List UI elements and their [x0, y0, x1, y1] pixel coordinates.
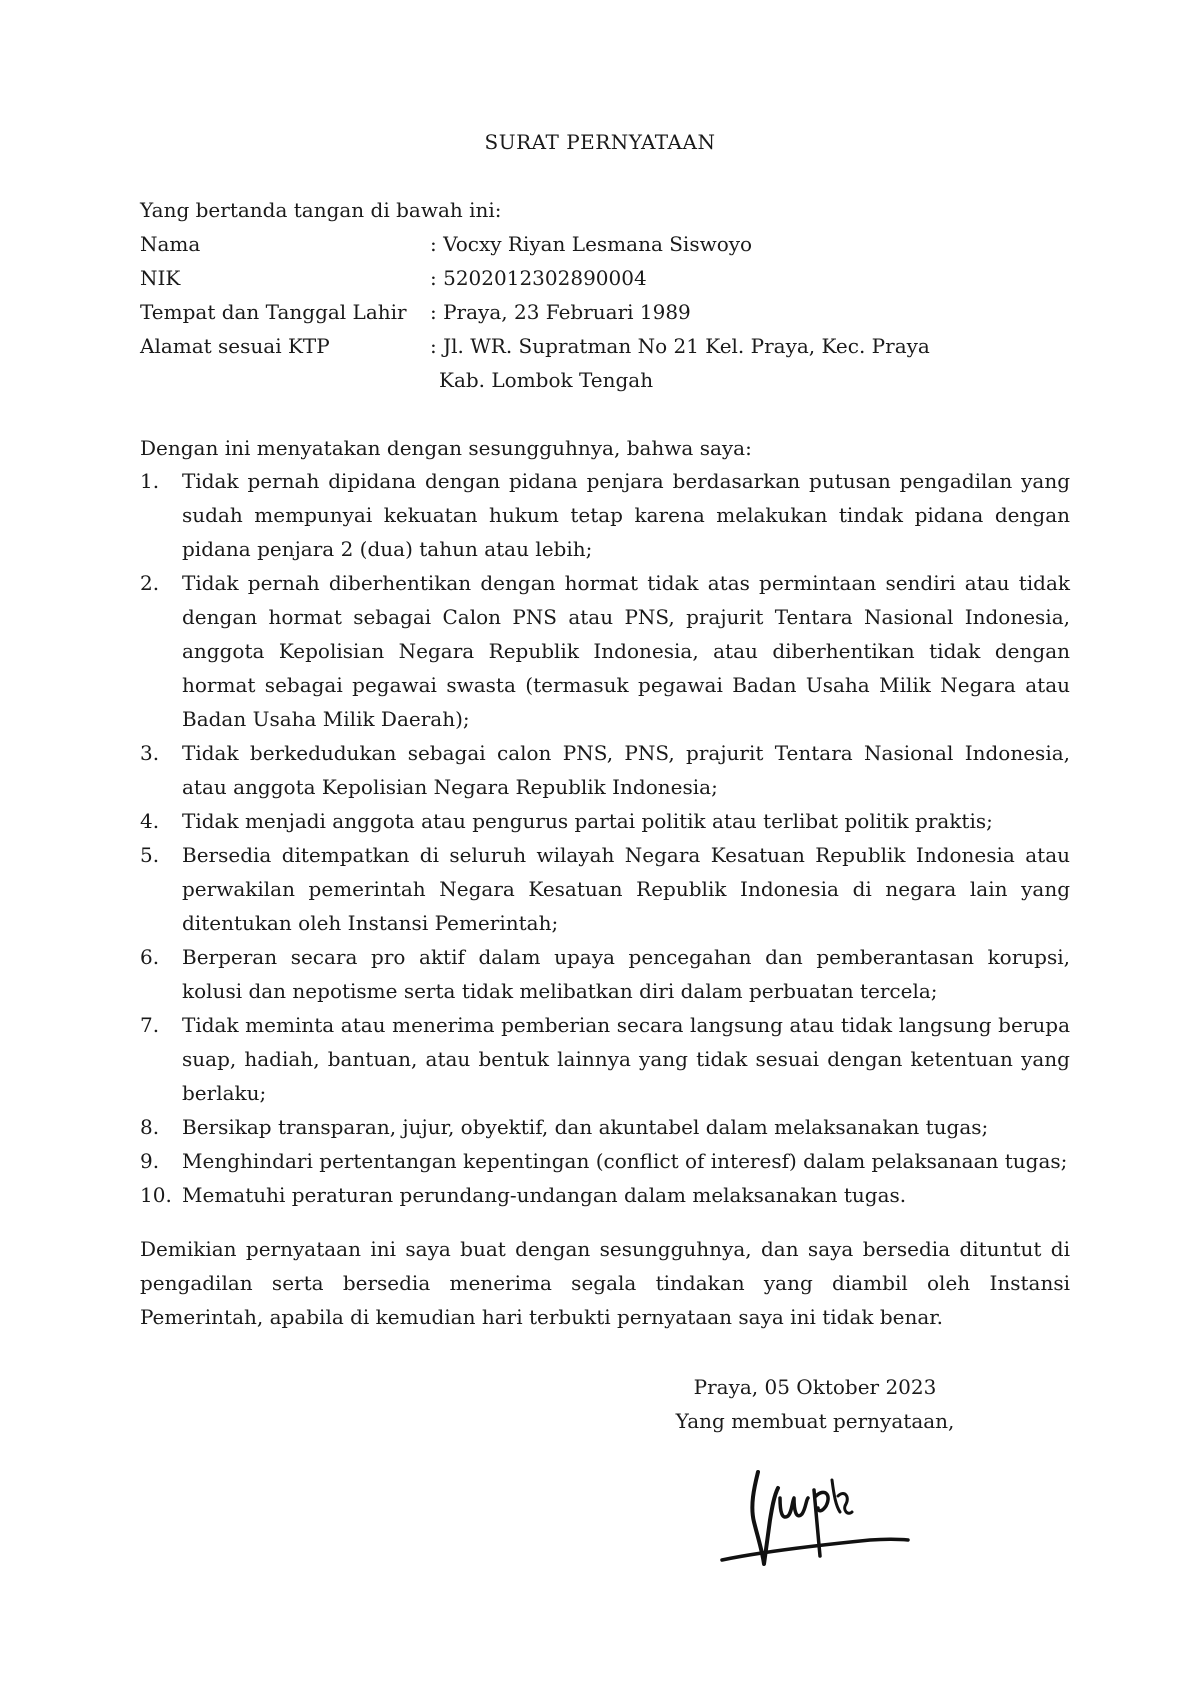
- name-label: Nama: [140, 232, 201, 256]
- birth-label: Tempat dan Tanggal Lahir: [140, 300, 407, 324]
- signature-block: [640, 1370, 990, 1438]
- identity-table: [140, 227, 1070, 397]
- identity-row-address-cont: [140, 363, 1070, 397]
- document-title: SURAT PERNYATAAN: [484, 130, 716, 154]
- list-item: 7. Tidak meminta atau menerima pemberian secara langsung atau tidak langsung berupa suap, hadiah, bantuan, atau bentuk lainnya yang tidak sesuai dengan ketentuan yang berlaku;: [140, 1013, 1070, 1105]
- list-item: 3. Tidak berkedudukan sebagai calon PNS, PNS, prajurit Tentara Nasional Indonesia, atau anggota Kepolisian Negara Republik Indonesia;: [140, 741, 1070, 799]
- identity-row-name: [140, 227, 1070, 261]
- address-value: : Jl. WR. Supratman No 21 Kel. Praya, Kec. Praya: [430, 334, 930, 358]
- signer-label: Yang membuat pernyataan,: [675, 1409, 955, 1433]
- list-item: 2. Tidak pernah diberhentikan dengan hormat tidak atas permintaan sendiri atau tidak dengan hormat sebagai Calon PNS atau PNS, prajurit Tentara Nasional Indonesia, anggota Kepolisian Negara Republik Indonesia, atau diberhentikan tidak dengan hormat sebagai pegawai swasta (termasuk pegawai Badan Usaha Milik Negara atau Badan Usaha Milik Daerah);: [140, 571, 1070, 731]
- place-date: Praya, 05 Oktober 2023: [693, 1375, 937, 1399]
- list-item: 8. Bersikap transparan, jujur, obyektif, dan akuntabel dalam melaksanakan tugas;: [140, 1115, 989, 1139]
- closing-paragraph: Demikian pernyataan ini saya buat dengan sesungguhnya, dan saya bersedia dituntut di pengadilan serta bersedia menerima segala tindakan yang diambil oleh Instansi Pemerintah, apabila di kemudian hari terbukti pernyataan saya ini tidak benar.: [140, 1237, 1070, 1329]
- address-value-2: Kab. Lombok Tengah: [439, 368, 654, 392]
- declaration-intro: Dengan ini menyatakan dengan sesungguhnya, bahwa saya:: [140, 436, 752, 460]
- identity-row-birth: [140, 295, 1070, 329]
- address-label: Alamat sesuai KTP: [140, 334, 330, 358]
- nik-value: : 5202012302890004: [430, 266, 647, 290]
- list-item: 4. Tidak menjadi anggota atau pengurus partai politik atau terlibat politik praktis;: [140, 809, 993, 833]
- nik-label: NIK: [140, 266, 181, 290]
- name-value: : Vocxy Riyan Lesmana Siswoyo: [430, 232, 753, 256]
- declaration-list: [140, 464, 1070, 1212]
- list-item: 10. Mematuhi peraturan perundang-undangan dalam melaksanakan tugas.: [140, 1183, 907, 1207]
- list-item: 5. Bersedia ditempatkan di seluruh wilayah Negara Kesatuan Republik Indonesia atau perwakilan pemerintah Negara Kesatuan Republik Indonesia di negara lain yang ditentukan oleh Instansi Pemerintah;: [140, 843, 1070, 935]
- handwritten-signature: [720, 1460, 910, 1570]
- list-item: 1. Tidak pernah dipidana dengan pidana penjara berdasarkan putusan pengadilan yang sudah mempunyai kekuatan hukum tetap karena melakukan tindak pidana dengan pidana penjara 2 (dua) tahun atau lebih;: [140, 469, 1070, 561]
- intro-text: Yang bertanda tangan di bawah ini:: [140, 198, 502, 222]
- identity-row-address: [140, 329, 1070, 363]
- list-item: 9. Menghindari pertentangan kepentingan (conflict of interesf) dalam pelaksanaan tugas;: [140, 1149, 1068, 1173]
- identity-row-nik: [140, 261, 1070, 295]
- birth-value: : Praya, 23 Februari 1989: [430, 300, 691, 324]
- list-item: 6. Berperan secara pro aktif dalam upaya pencegahan dan pemberantasan korupsi, kolusi dan nepotisme serta tidak melibatkan diri dalam perbuatan tercela;: [140, 945, 1070, 1003]
